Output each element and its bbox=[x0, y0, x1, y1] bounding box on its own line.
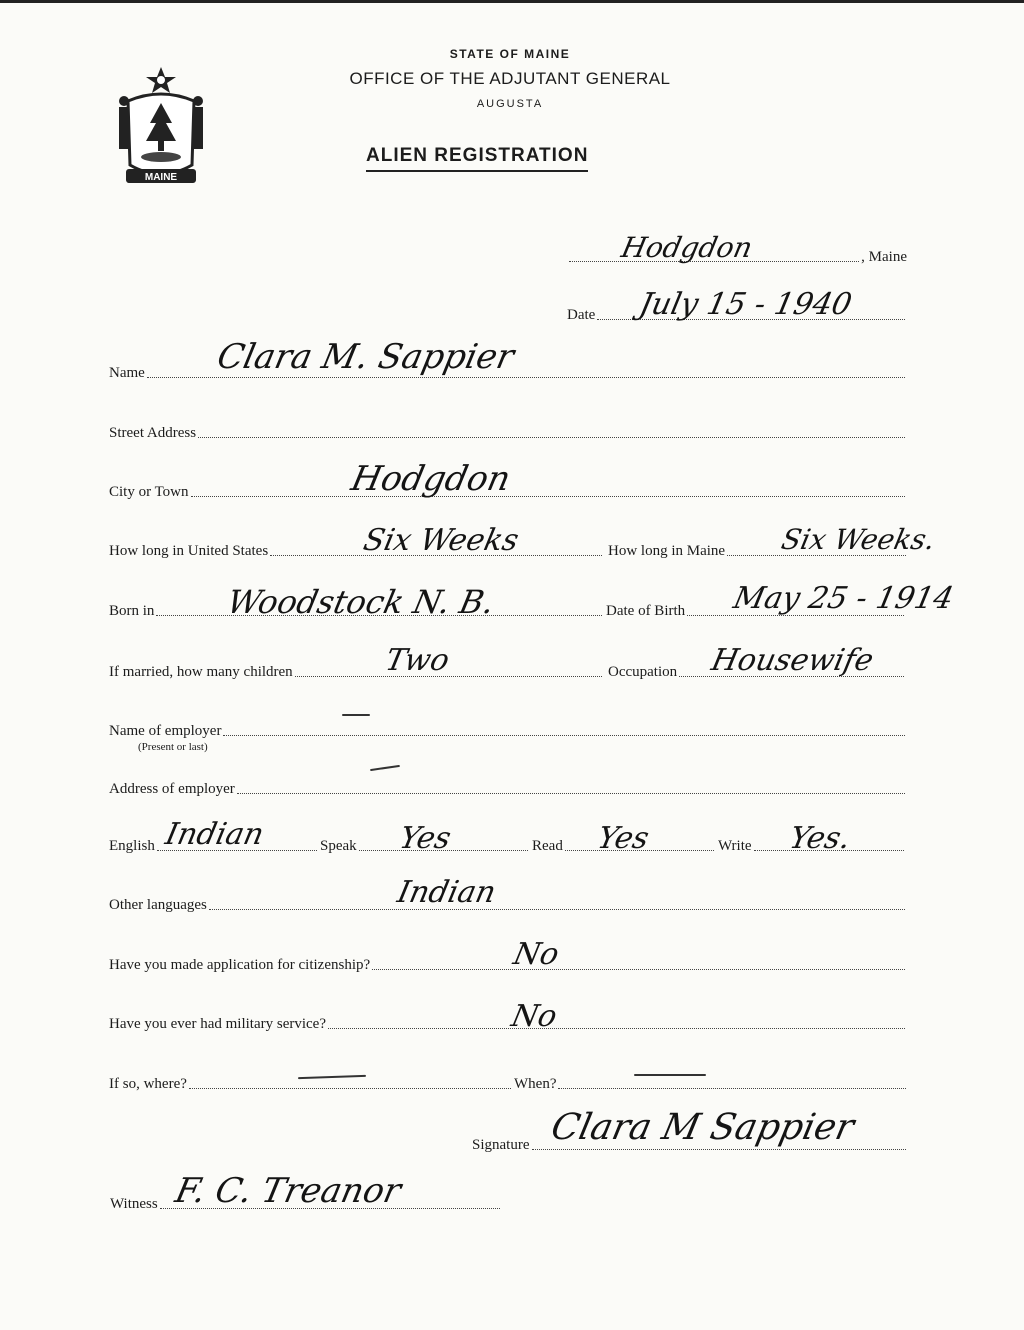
employer-dash bbox=[342, 714, 370, 716]
employer-sublabel: (Present or last) bbox=[138, 741, 208, 753]
children-entry: Two bbox=[382, 643, 453, 678]
employer-address-row bbox=[109, 781, 907, 798]
citizenship-label: Have you made application for citizenship? bbox=[109, 957, 371, 973]
employer-address-dash bbox=[370, 765, 400, 771]
dob-label: Date of Birth bbox=[606, 603, 686, 619]
us-row bbox=[109, 543, 604, 560]
employer-address-label: Address of employer bbox=[109, 781, 235, 797]
header-state: STATE OF MAINE bbox=[449, 47, 571, 61]
when-dash bbox=[634, 1074, 706, 1076]
street-label: Street Address bbox=[109, 425, 197, 441]
employer-address-field[interactable] bbox=[237, 792, 905, 794]
employer-label: Name of employer bbox=[109, 723, 222, 739]
signature-label: Signature bbox=[472, 1137, 530, 1153]
seal-banner: MAINE bbox=[144, 172, 178, 183]
english-label: English bbox=[109, 838, 155, 854]
us-entry: Six Weeks bbox=[360, 523, 522, 558]
where-label: If so, where? bbox=[109, 1076, 187, 1092]
read-entry: Yes bbox=[594, 821, 653, 856]
occupation-label: Occupation bbox=[608, 664, 678, 680]
dob-entry: May 25 - 1914 bbox=[730, 581, 957, 616]
header-city: AUGUSTA bbox=[476, 98, 544, 110]
military-field[interactable] bbox=[328, 1027, 905, 1029]
date-entry: July 15 - 1940 bbox=[636, 287, 855, 322]
name-label: Name bbox=[109, 365, 145, 381]
other-languages-entry: Indian bbox=[394, 875, 499, 910]
street-row bbox=[109, 425, 907, 442]
when-field[interactable] bbox=[558, 1087, 906, 1089]
maine-label: How long in Maine bbox=[608, 543, 726, 559]
maine-entry: Six Weeks. bbox=[778, 523, 939, 556]
when-row bbox=[514, 1076, 908, 1093]
witness-entry: F. C. Treanor bbox=[171, 1171, 405, 1211]
us-label: How long in United States bbox=[109, 543, 269, 559]
read-label: Read bbox=[532, 838, 563, 854]
other-languages-field[interactable] bbox=[209, 908, 905, 910]
town-entry: Hodgdon bbox=[618, 231, 756, 264]
employer-field[interactable] bbox=[223, 734, 905, 736]
witness-label: Witness bbox=[110, 1196, 158, 1212]
born-label: Born in bbox=[109, 603, 155, 619]
speak-label: Speak bbox=[320, 838, 357, 854]
children-label: If married, how many children bbox=[109, 664, 293, 680]
header-office: OFFICE OF THE ADJUTANT GENERAL bbox=[349, 69, 671, 88]
speak-entry: Yes bbox=[396, 821, 455, 856]
name-entry: Clara M. Sappier bbox=[213, 337, 518, 377]
military-label: Have you ever had military service? bbox=[109, 1016, 326, 1032]
date-label: Date bbox=[567, 307, 596, 323]
signature-entry: Clara M Sappier bbox=[547, 1107, 858, 1148]
born-entry: Woodstock N. B. bbox=[223, 583, 498, 621]
write-label: Write bbox=[718, 838, 752, 854]
military-entry: No bbox=[508, 999, 561, 1034]
employer-row bbox=[109, 723, 907, 740]
english-entry: Indian bbox=[162, 817, 267, 852]
write-entry: Yes. bbox=[786, 821, 854, 856]
citizenship-row bbox=[109, 957, 907, 974]
city-entry: Hodgdon bbox=[347, 459, 515, 499]
children-field[interactable] bbox=[295, 675, 602, 677]
children-row bbox=[109, 664, 604, 681]
when-label: When? bbox=[514, 1076, 557, 1092]
street-field[interactable] bbox=[198, 436, 905, 438]
where-field[interactable] bbox=[189, 1087, 511, 1089]
city-label: City or Town bbox=[109, 484, 189, 500]
signature-field[interactable] bbox=[532, 1148, 907, 1150]
city-field[interactable] bbox=[191, 495, 905, 497]
form-title: ALIEN REGISTRATION bbox=[366, 145, 588, 172]
occupation-entry: Housewife bbox=[708, 643, 877, 678]
citizenship-entry: No bbox=[510, 937, 563, 972]
citizenship-field[interactable] bbox=[372, 968, 905, 970]
town-suffix: , Maine bbox=[861, 249, 907, 265]
other-languages-label: Other languages bbox=[109, 897, 207, 913]
other-languages-row bbox=[109, 897, 907, 914]
